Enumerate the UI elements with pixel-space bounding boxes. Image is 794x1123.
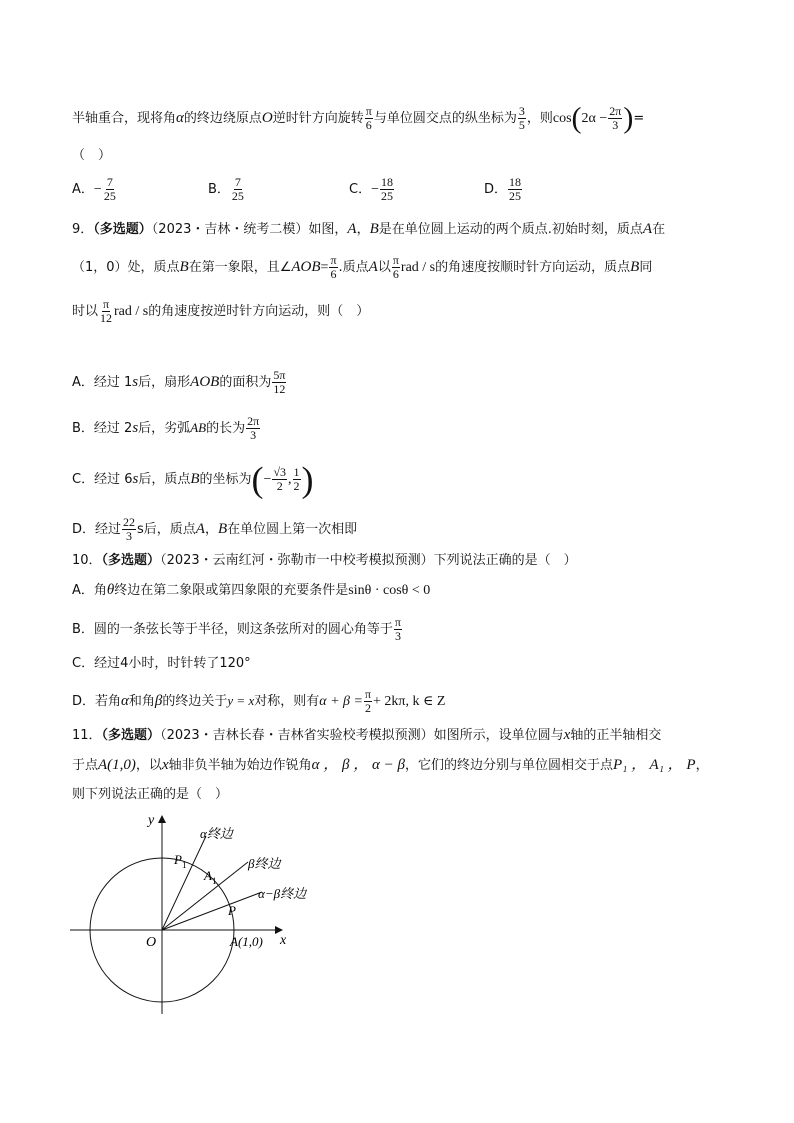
frac-num: 3: [518, 104, 525, 118]
q9-stem-line1: [72, 219, 665, 240]
y-axis-label: y: [148, 813, 155, 828]
q9-text: 的角速度按顺时针方向运动，质点: [435, 260, 631, 275]
frac-den: 2: [364, 701, 371, 715]
point-b: B: [179, 259, 189, 275]
unit-s: s: [132, 420, 139, 436]
frac-den: 3: [250, 428, 257, 442]
option-text: B．经过 2: [72, 421, 133, 436]
question-tag: （多选题）: [101, 728, 161, 743]
a1-letter: A: [204, 868, 212, 883]
point-b: B: [217, 521, 228, 537]
q11-stem-line2: [72, 755, 709, 776]
frac-den: 12: [100, 311, 113, 325]
unit-s: s: [132, 374, 139, 390]
q8-answer-paren: （ ）: [72, 148, 112, 163]
equals: =: [633, 111, 645, 126]
q9-text: （1，0）处，质点: [72, 260, 180, 275]
fraction-pi-over-2: [364, 688, 372, 715]
option-text: B．圆的一条弦长等于半径，则这条弦所对的圆心角等于: [72, 622, 393, 637]
option-text: 的终边关于: [162, 694, 228, 709]
point-b: B: [630, 259, 640, 275]
minus-sign: −: [263, 472, 272, 487]
frac-den: 2: [293, 479, 300, 493]
angle-aob: AOB: [291, 259, 321, 275]
frac-num: 5π: [273, 368, 286, 382]
q11-text: ，: [695, 758, 709, 773]
frac-den: 6: [365, 118, 372, 132]
q9-stem-line2: [72, 254, 652, 281]
frac-den: 25: [231, 189, 244, 203]
option-text: D．经过: [72, 522, 122, 537]
question-source: （2023・吉林长春・吉林省实验校考模拟预测）: [160, 728, 434, 743]
fraction-pi-over-3: [394, 616, 402, 643]
option-text: 后，质点: [138, 472, 191, 487]
q9-text: ，: [356, 222, 370, 237]
q9-text: 同: [639, 260, 653, 275]
p1-letter: P: [174, 852, 182, 867]
frac-den: 3: [394, 629, 401, 643]
x-symbol: x: [161, 757, 169, 773]
unit-s: s: [132, 471, 139, 487]
q9-option-c[interactable]: [72, 459, 314, 500]
q10-option-a[interactable]: [72, 580, 430, 601]
point-list: P₁ ， A₁ ， P: [612, 757, 696, 773]
option-fraction: [103, 176, 117, 203]
point-a: A: [368, 259, 378, 275]
point-a-1-0: A(1,0): [98, 757, 136, 773]
q9-text: 是在单位圆上运动的两个质点.初始时刻，质点: [378, 222, 643, 237]
frac-num: π: [364, 687, 372, 701]
frac-den: 12: [273, 382, 286, 396]
frac-num: 22: [123, 515, 136, 529]
math-expression: α + β =: [319, 694, 363, 709]
frac-num: 1: [293, 465, 300, 479]
p1-subscript: 1: [181, 860, 187, 870]
point-b: B: [369, 221, 379, 237]
option-fraction: [380, 176, 394, 203]
frac-den: 6: [392, 267, 399, 281]
beta-side-label: β终边: [248, 856, 281, 871]
question-source: （2023・云南红河・弥勒市一中校考模拟预测）: [160, 553, 434, 568]
q8-option-a[interactable]: [72, 176, 118, 203]
q8-text: 半轴重合，现将角: [72, 111, 177, 126]
q8-option-c[interactable]: [349, 176, 395, 203]
frac-num: 18: [380, 175, 393, 189]
beta-symbol: β: [154, 693, 163, 709]
x-symbol: x: [563, 727, 571, 743]
q11-text: 轴的正半轴相交: [570, 728, 662, 743]
alpha-minus-beta-side-label: α−β终边: [258, 886, 307, 901]
option-sign: −: [93, 182, 102, 197]
origin-symbol: O: [261, 110, 273, 126]
q10-option-c[interactable]: C．经过4小时，时针转了120°: [72, 656, 251, 671]
frac-num: 2π: [247, 414, 260, 428]
question-number: 10．: [72, 553, 102, 568]
q10-option-d[interactable]: [72, 688, 445, 715]
option-label: B．: [208, 182, 230, 197]
q9-text: 的角速度按逆时针方向运动，则（ ）: [148, 304, 370, 319]
option-text: 在单位圆上第一次相即: [227, 522, 358, 537]
option-label: D．: [484, 182, 508, 197]
frac-num: π: [330, 253, 337, 267]
alpha-symbol: α: [176, 110, 184, 126]
q11-stem-line3: 则下列说法正确的是（ ）: [72, 787, 229, 802]
unit-rad-s: rad / s: [114, 304, 149, 319]
q11-text: 轴非负半轴为始边作锐角: [168, 758, 312, 773]
q10-stem: [72, 551, 577, 571]
frac-num: 7: [234, 175, 241, 189]
option-text: s后，质点: [137, 522, 196, 537]
paren-close: ): [623, 101, 634, 135]
q9-text: .质点: [338, 260, 369, 275]
frac-num: π: [365, 104, 372, 118]
origin-label: O: [146, 935, 157, 950]
fraction-pi-over-6: [392, 254, 400, 281]
fraction-sqrt3-over-2: [272, 466, 287, 493]
point-p1-label: [173, 852, 186, 870]
math-expression: sinθ · cosθ < 0: [348, 583, 431, 598]
option-label: A．: [72, 182, 94, 197]
paren-close: ): [301, 459, 314, 500]
option-text: C．经过 6: [72, 472, 133, 487]
q9-text: 时以: [72, 304, 99, 319]
q9-option-a[interactable]: [72, 369, 287, 396]
sector-aob: AOB: [190, 374, 220, 390]
comma: ,: [288, 472, 292, 487]
q8-text: 逆时针方向旋转: [272, 111, 364, 126]
option-text: A．经过 1: [72, 375, 133, 390]
q8-stem-line1: [72, 101, 645, 135]
paren-open: (: [571, 101, 582, 135]
q9-stem-line3: [72, 298, 369, 325]
x-axis-label: x: [280, 933, 287, 948]
point-a: A: [347, 221, 357, 237]
frac-den: 25: [380, 189, 393, 203]
question-tag: （多选题）: [93, 222, 152, 237]
q8-text: 的终边绕原点: [183, 111, 262, 126]
option-fraction: [272, 369, 286, 396]
option-text: 的面积为: [219, 375, 272, 390]
frac-den: 3: [126, 529, 133, 543]
question-tag: （多选题）: [101, 553, 161, 568]
q8-text: ，则: [526, 111, 553, 126]
q8-text: 与单位圆交点的纵坐标为: [373, 111, 517, 126]
theta-symbol: θ: [106, 582, 115, 598]
option-text: 和角: [128, 694, 155, 709]
q8-option-d[interactable]: [484, 176, 523, 203]
option-sign: −: [371, 182, 379, 197]
q9-text: 在: [652, 222, 666, 237]
frac-den: 5: [518, 118, 525, 132]
frac-num: 2π: [609, 104, 622, 118]
option-fraction: [122, 516, 136, 543]
q10-option-b[interactable]: [72, 616, 403, 643]
q8-option-b[interactable]: [208, 176, 246, 203]
frac-den: 25: [509, 189, 522, 203]
a1-subscript: 1: [211, 876, 217, 886]
option-text: 终边在第二象限或第四象限的充要条件是: [114, 583, 349, 598]
point-a-label: A(1,0): [230, 934, 263, 949]
frac-num: 7: [106, 175, 113, 189]
frac-num: π: [392, 253, 399, 267]
fraction-2pi-over-3: [608, 105, 622, 132]
q9-option-b[interactable]: [72, 415, 261, 442]
two-alpha: 2α −: [581, 111, 608, 126]
frac-num: π: [394, 615, 401, 629]
question-source: （2023・吉林・统考二模）: [151, 222, 309, 237]
q11-text: ，以: [135, 758, 162, 773]
q9-text: 如图，: [308, 222, 348, 237]
question-number: 9．: [72, 222, 94, 237]
q9-text: 以: [377, 260, 391, 275]
q11-text: 于点: [72, 758, 99, 773]
frac-den: 2: [276, 479, 283, 493]
point-p-label: P: [228, 903, 236, 918]
frac-num: π: [102, 297, 110, 311]
option-text: 后，扇形: [138, 375, 191, 390]
q11-text: 如图所示，设单位圆与: [433, 728, 564, 743]
alpha-side-label: α终边: [200, 826, 233, 841]
fraction-1-over-2: [293, 466, 301, 493]
point-a: A: [642, 221, 653, 237]
option-label: C．: [349, 182, 372, 197]
q11-stem-line1: [72, 725, 661, 746]
angle-list: α ， β ， α − β: [311, 757, 405, 773]
option-fraction: [231, 176, 245, 203]
option-text: 的长为: [206, 421, 246, 436]
frac-den: 3: [612, 118, 619, 132]
point-a: A: [195, 521, 205, 537]
math-expression: + 2kπ, k ∈ Z: [373, 694, 446, 709]
option-text: 的坐标为: [199, 472, 252, 487]
point-b: B: [190, 471, 200, 487]
option-fraction: [508, 176, 522, 203]
point-a1-label: [203, 868, 216, 886]
unit-rad-s: rad / s: [400, 260, 436, 275]
option-text: 后，劣弧: [138, 421, 191, 436]
frac-num: √3: [273, 465, 287, 479]
q9-option-d[interactable]: [72, 516, 357, 543]
fraction-pi-over-12: [99, 298, 113, 325]
option-text: 对称，则有: [254, 694, 320, 709]
frac-den: 6: [330, 267, 337, 281]
line-y-eq-x: y = x: [227, 693, 255, 708]
equals: =: [320, 260, 329, 275]
option-text: A．角: [72, 583, 107, 598]
cos-function: cos: [552, 111, 572, 126]
question-number: 11．: [72, 728, 102, 743]
option-fraction: [246, 415, 260, 442]
fraction-pi-over-6: [329, 254, 337, 281]
frac-num: 18: [509, 175, 522, 189]
paren-open: (: [251, 459, 264, 500]
alpha-symbol: α: [121, 693, 129, 709]
option-text: D．若角: [72, 694, 122, 709]
option-text: ，: [204, 522, 218, 537]
q9-text: 在第一象限，且∠: [188, 260, 292, 275]
arc-ab: AB: [190, 420, 207, 435]
fraction-pi-over-6: [365, 105, 373, 132]
unit-circle-figure: [62, 808, 322, 1018]
fraction-3-over-5: [518, 105, 526, 132]
q11-text: ，它们的终边分别与单位圆相交于点: [404, 758, 613, 773]
frac-den: 25: [103, 189, 116, 203]
q10-text: 下列说法正确的是（ ）: [433, 553, 577, 568]
